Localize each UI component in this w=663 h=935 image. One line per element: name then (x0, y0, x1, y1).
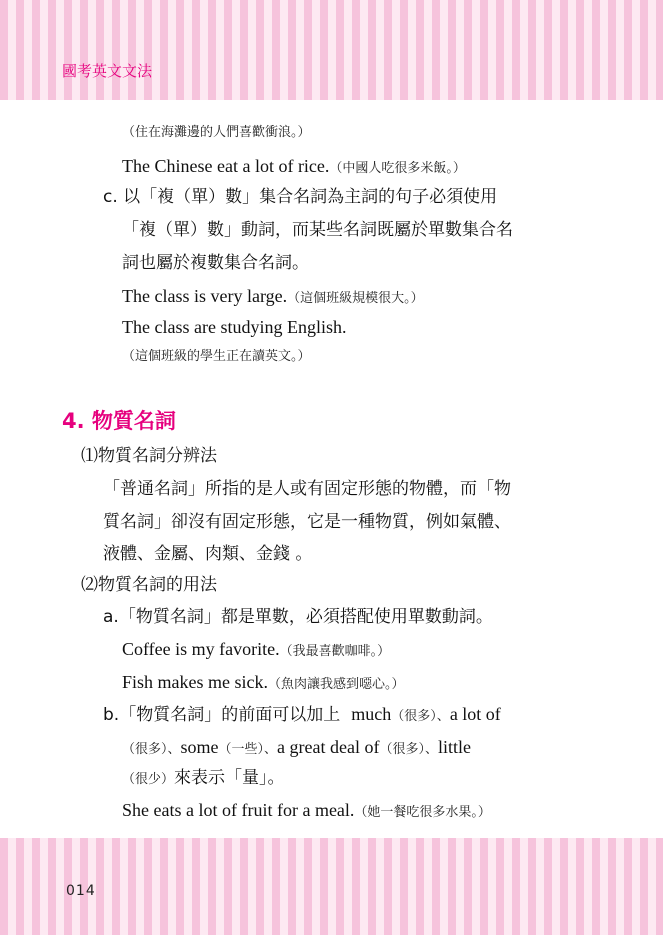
subsection-heading: ⑴物質名詞分辨法 (81, 446, 217, 466)
term-much: much (351, 704, 392, 724)
example-sentence (122, 287, 424, 305)
rule-b-line-3 (122, 770, 285, 787)
translation-line: （住在海灘邊的人們喜歡衝浪。） (122, 125, 311, 140)
book-title: 國考英文文法 (62, 62, 153, 80)
example-english: The class is very large. (122, 286, 288, 306)
example-english: Coffee is my favorite. (122, 639, 280, 659)
subsection-heading: ⑵物質名詞的用法 (81, 575, 217, 595)
example-english: She eats a lot of fruit for a meal. (122, 800, 355, 820)
rule-b-line-2 (122, 738, 471, 756)
example-sentence (122, 157, 466, 175)
rule-a-line: a.「物質名詞」都是單數，必須搭配使用單數動詞。 (103, 607, 493, 627)
term-gloss: （很多）、 (391, 709, 450, 724)
footer-stripe-band (0, 838, 663, 935)
term-gloss: （很少） (122, 772, 175, 787)
example-english: The class are studying English. (122, 317, 347, 337)
paragraph-line-2: 質名詞」卻沒有固定形態，它是一種物質，例如氣體、 (103, 512, 511, 532)
rule-c-line-1: c. 以「複（單）數」集合名詞為主詞的句子必須使用 (103, 187, 498, 207)
example-translation: （她一餐吃很多水果。） (354, 805, 491, 820)
term-gloss: （很多）、 (379, 742, 438, 757)
rule-c-line-3: 詞也屬於複數集合名詞。 (122, 253, 309, 273)
term-gloss: （一些）、 (218, 742, 278, 757)
rule-b-line-1 (103, 705, 501, 724)
rule-b-text: b.「物質名詞」的前面可以加上 (103, 705, 341, 725)
paragraph-line-3: 液體、金屬、肉類、金錢 。 (103, 544, 313, 564)
example-english: Fish makes me sick. (122, 672, 268, 692)
example-translation: （中國人吃很多米飯。） (329, 161, 466, 176)
term-a-great-deal-of: a great deal of (277, 737, 380, 757)
rule-c-line-2: 「複（單）數」動詞，而某些名詞既屬於單數集合名 (122, 220, 513, 240)
term-little: little (437, 737, 471, 757)
header-stripe-band (0, 0, 663, 100)
example-sentence (122, 673, 405, 691)
term-a-lot-of: a lot of (449, 704, 501, 724)
term-some: some (180, 737, 219, 757)
paragraph-line-1: 「普通名詞」所指的是人或有固定形態的物體，而「物 (103, 479, 511, 499)
example-translation: （我最喜歡咖啡。） (279, 644, 391, 659)
example-sentence (122, 801, 491, 819)
example-translation: （這個班級規模很大。） (287, 291, 424, 306)
example-english: The Chinese eat a lot of rice. (122, 156, 330, 176)
example-sentence (122, 640, 390, 658)
page-number: 014 (66, 883, 96, 899)
rule-b-end: 來表示「量」。 (174, 768, 285, 788)
example-translation: （魚肉讓我感到噁心。） (268, 677, 405, 692)
term-gloss: （很多）、 (122, 742, 181, 757)
section-heading: 4. 物質名詞 (62, 409, 176, 433)
example-translation: （這個班級的學生正在讀英文。） (122, 349, 311, 364)
